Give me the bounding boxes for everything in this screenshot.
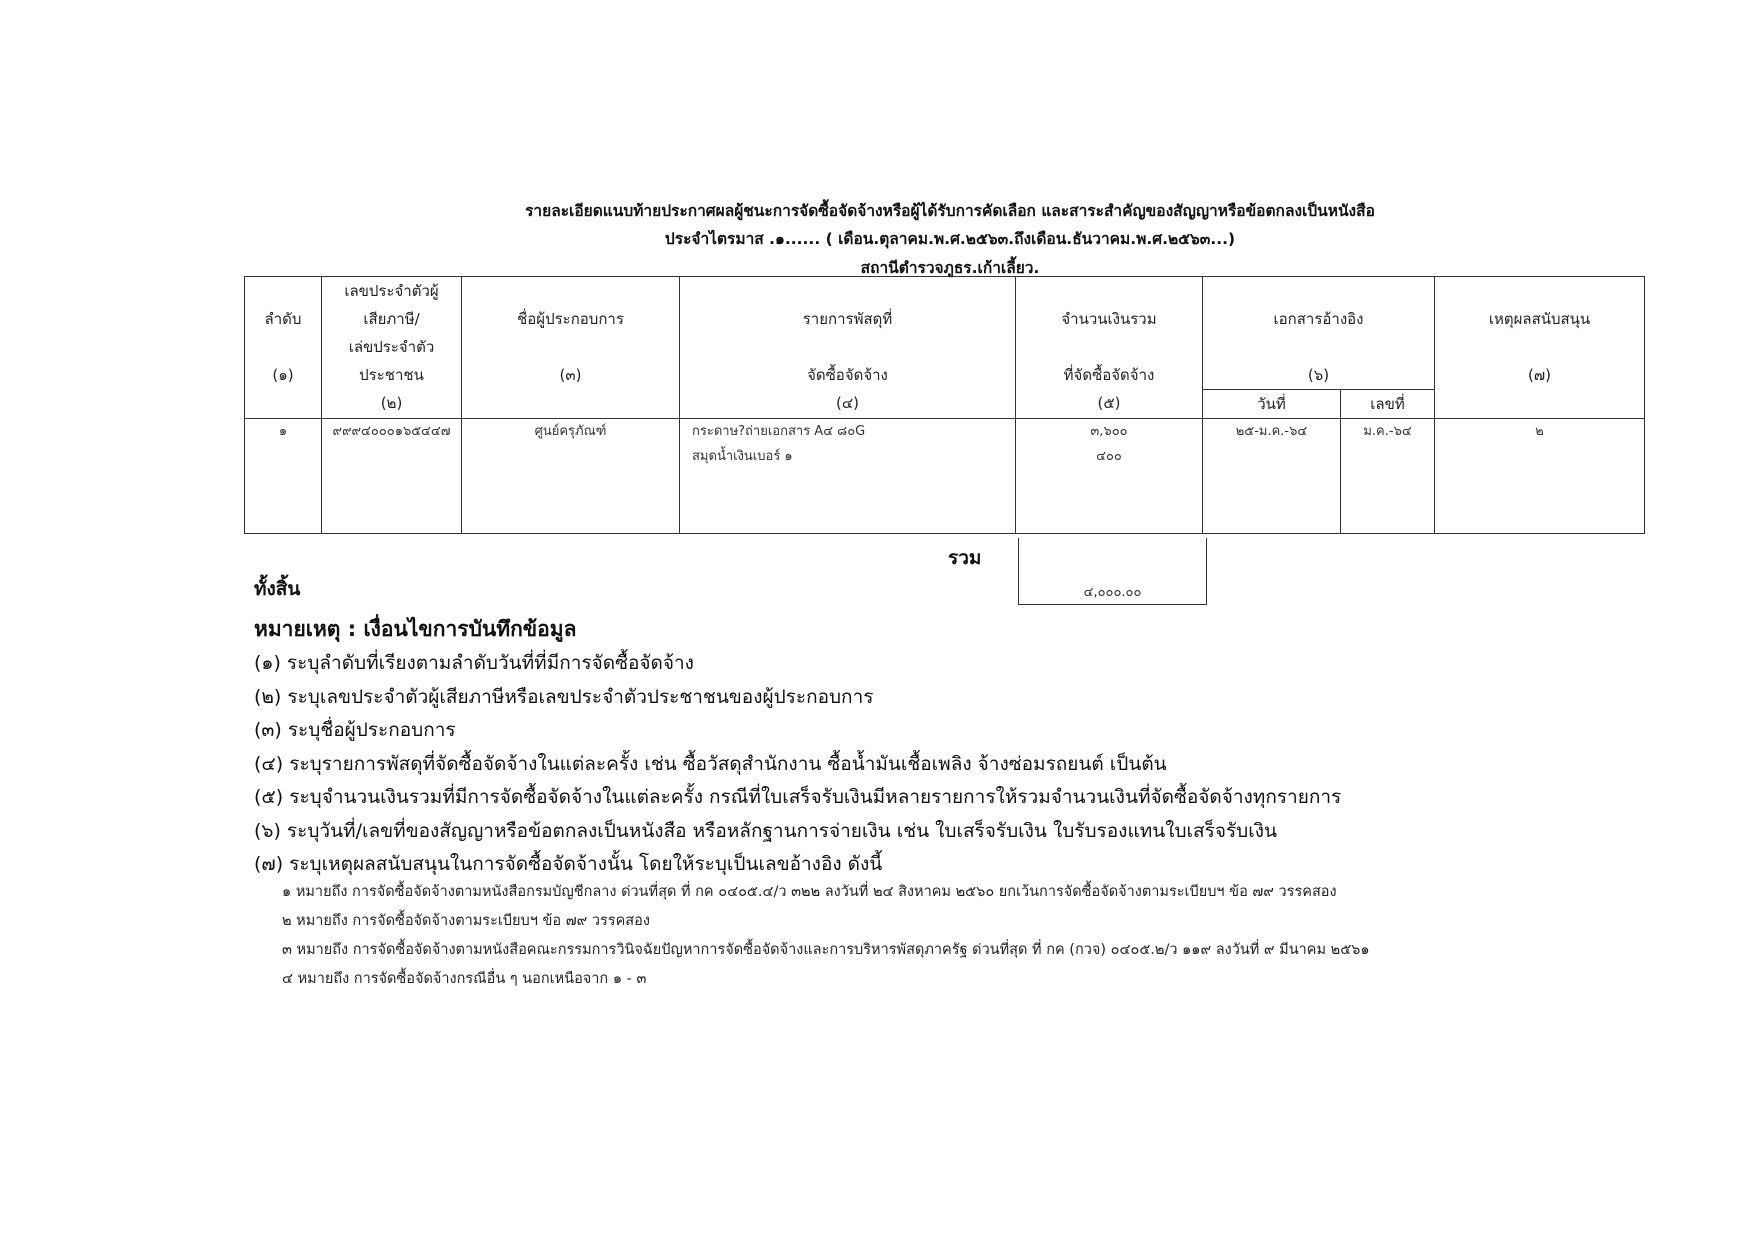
procurement-table xyxy=(244,276,1645,534)
row-amount-2: ๔๐๐ xyxy=(1096,449,1122,464)
note-item: (๕) ระบุจำนวนเงินรวมที่มีการจัดซื้อจัดจ้างในแต่ละครั้ง กรณีที่ใบเสร็จรับเงินมีหลายรายการให้รวมจำนวนเงินที่จัดซื้อจัดจ้างทุกรายการ xyxy=(254,786,1342,808)
total-label: รวม xyxy=(948,547,982,569)
row-item-1: กระดาษ?ถ่ายเอกสาร A๔ ๘๐G xyxy=(692,424,866,439)
note-item: (๒) ระบุเลขประจำตัวผู้เสียภาษีหรือเลขประจำตัวประชาชนของผู้ประกอบการ xyxy=(254,685,874,708)
header-reference: เอกสารอ้างอิง (๖) xyxy=(1203,277,1435,390)
header-amount: จำนวนเงินรวม ที่จัดซื้อจัดจ้าง (๕) xyxy=(1016,277,1203,419)
note-item: (๔) ระบุรายการพัสดุที่จัดซื้อจัดจ้างในแต่ละครั้ง เช่น ซื้อวัสดุสำนักงาน ซื้อน้ำมันเชื้อเพลิง จ้างซ่อมรถยนต์ เป็นต้น xyxy=(254,752,1167,775)
note-subitem: ๒ หมายถึง การจัดซื้อจัดจ้างตามระเบียบฯ ข้อ ๗๙ วรรคสอง xyxy=(282,913,650,929)
total-box xyxy=(1018,538,1207,605)
header-items: รายการพัสดุที่ จัดซื้อจัดจ้าง (๔) xyxy=(680,277,1016,419)
row-seq: ๑ xyxy=(278,424,288,439)
notes-list xyxy=(254,647,1341,882)
row-amount-1: ๓,๖๐๐ xyxy=(1090,424,1128,439)
total-value: ๔,๐๐๐.๐๐ xyxy=(1083,585,1142,600)
row-taxid: ๙๙๙๔๐๐๐๑๖๕๔๔๗ xyxy=(332,424,451,439)
header-reason: เหตุผลสนับสนุน (๗) xyxy=(1435,277,1645,419)
notes-sublist xyxy=(282,878,1370,994)
header-ref-date: วันที่ xyxy=(1203,390,1341,419)
header-vendor: ชื่อผู้ประกอบการ (๓) xyxy=(462,277,680,419)
header-taxid: เลขประจำตัวผู้ เสียภาษี/ เล่ขประจำตัว ประชาชน (๒) xyxy=(322,277,462,419)
note-subitem: ๔ หมายถึง การจัดซื้อจัดจ้างกรณีอื่น ๆ นอกเหนือจาก ๑ - ๓ xyxy=(282,971,647,987)
row-reason: ๒ xyxy=(1535,424,1544,439)
document-title: รายละเอียดแนบท้ายประกาศผลผู้ชนะการจัดซื้อจัดจ้างหรือผู้ได้รับการคัดเลือก และสาระสำคัญของสัญญาหรือข้อตกลงเป็นหนังสือ xyxy=(525,202,1375,220)
note-item: (๖) ระบุวันที่/เลขที่ของสัญญาหรือข้อตกลงเป็นหนังสือ หรือหลักฐานการจ่ายเงิน เช่น ใบเสร็จรับเงิน ใบรับรองแทนใบเสร็จรับเงิน xyxy=(254,819,1277,842)
table-row xyxy=(245,419,1645,534)
row-item-2: สมุดน้ำเงินเบอร์ ๑ xyxy=(692,449,793,464)
notes-title: หมายเหตุ : เงื่อนไขการบันทึกข้อมูล xyxy=(254,617,577,641)
header-seq: ลำดับ (๑) xyxy=(245,277,322,419)
note-subitem: ๓ หมายถึง การจัดซื้อจัดจ้างตามหนังสือคณะกรรมการวินิจฉัยปัญหาการจัดซื้อจัดจ้างและการบริหารพัสดุภาครัฐ ด่วนที่สุด ที่ กค (กวจ) ๐๔๐๕.๒/ว ๑๑๙ ลงวันที่ ๙ มีนาคม ๒๕๖๑ xyxy=(282,942,1370,958)
note-item: (๗) ระบุเหตุผลสนับสนุนในการจัดซื้อจัดจ้างนั้น โดยให้ระบุเป็นเลขอ้างอิง ดังนี้ xyxy=(254,853,883,875)
note-item: (๓) ระบุชื่อผู้ประกอบการ xyxy=(254,719,456,741)
document-period: ประจำไตรมาส .๑...... ( เดือน.ตุลาคม.พ.ศ.๒๕๖๓.ถึงเดือน.ธันวาคม.พ.ศ.๒๕๖๓...) xyxy=(664,230,1236,248)
row-docno: ม.ค.-๖๔ xyxy=(1363,424,1412,439)
note-subitem: ๑ หมายถึง การจัดซื้อจัดจ้างตามหนังสือกรมบัญชีกลาง ด่วนที่สุด ที่ กค ๐๔๐๕.๔/ว ๓๒๒ ลงวันที่ ๒๔ สิงหาคม ๒๕๖๐ ยกเว้นการจัดซื้อจัดจ้างตามระเบียบฯ ข้อ ๗๙ วรรคสอง xyxy=(282,884,1337,900)
document-agency: สถานีตำรวจภูธร.เก้าเลี้ยว. xyxy=(860,259,1040,277)
row-date: ๒๕-ม.ค.-๖๔ xyxy=(1235,424,1308,439)
row-vendor: ศูนย์ครุภัณฑ์ xyxy=(534,424,607,439)
header-ref-number: เลขที่ xyxy=(1341,390,1435,419)
note-item: (๑) ระบุลำดับที่เรียงตามลำดับวันที่ที่มีการจัดซื้อจัดจ้าง xyxy=(254,652,694,674)
total-label-all: ทั้งสิ้น xyxy=(254,578,301,600)
